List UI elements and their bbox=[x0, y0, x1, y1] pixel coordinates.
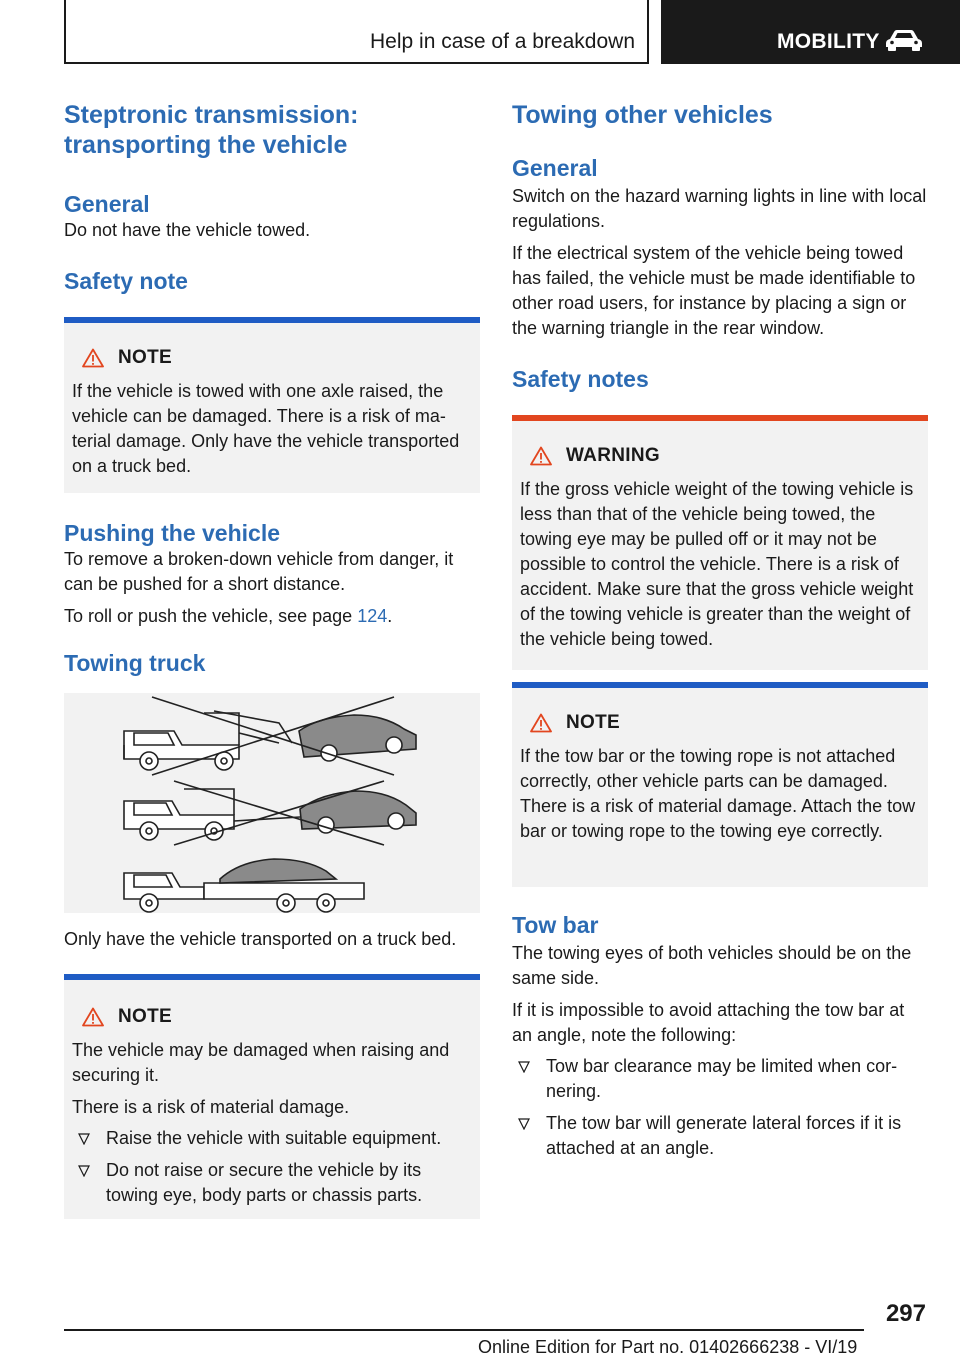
bullet-triangle-icon bbox=[518, 1061, 530, 1073]
page-link-124[interactable]: 124 bbox=[357, 606, 388, 626]
figure-caption: Only have the vehicle transported on a truck bed. bbox=[64, 929, 457, 949]
list-item: Tow bar clearance may be limited when cornering. bbox=[512, 1054, 928, 1104]
pushing-reference bbox=[64, 604, 480, 629]
tow-truck-lift-figure bbox=[124, 697, 416, 775]
left-general-text: Do not have the vehicle towed. bbox=[64, 220, 311, 240]
pushing-ref-suffix: . bbox=[387, 606, 393, 626]
warning-box bbox=[512, 415, 928, 670]
note-text-2: There is a risk of material damage. bbox=[72, 1097, 350, 1117]
note-label: NOTE bbox=[118, 347, 172, 368]
note-header bbox=[520, 710, 920, 736]
header-chapter-title: MOBILITY bbox=[777, 30, 880, 53]
towing-truck-illustration bbox=[64, 693, 480, 913]
bullet-triangle-icon bbox=[518, 1118, 530, 1130]
towbar-text-1: The towing eyes of both vehicles should be on the same side. bbox=[512, 943, 912, 988]
left-title: Steptronic transmission: transporting the vehicle bbox=[64, 101, 359, 159]
towbar-heading: Tow bar bbox=[512, 912, 599, 938]
bullet-triangle-icon bbox=[78, 1133, 90, 1145]
note-label: NOTE bbox=[118, 1006, 172, 1027]
bullet-triangle-icon bbox=[78, 1165, 90, 1177]
truck-diagram bbox=[64, 693, 480, 913]
footer-edition: Online Edition for Part no. 01402666238 - VI/19 bbox=[478, 1337, 858, 1357]
note-header bbox=[72, 1004, 472, 1030]
pushing-text: To remove a broken-down vehicle from danger, it can be pushed for a short distance. bbox=[64, 549, 454, 594]
note-text: If the tow bar or the towing rope is not attached correctly, other vehicle parts can be damaged. There is a risk of material damage. Attach the tow bar or towing rope to the towing eye correctly. bbox=[520, 746, 916, 841]
note-label: NOTE bbox=[566, 712, 620, 733]
left-safety-heading: Safety note bbox=[64, 268, 188, 294]
header-section-tab bbox=[64, 0, 649, 64]
right-column bbox=[512, 100, 928, 1168]
warning-triangle-icon bbox=[530, 713, 552, 733]
flatbed-truck-figure bbox=[124, 859, 364, 912]
right-general-text-2: If the electrical system of the vehicle being towed has failed, the vehicle must be made identifiable to other road users, for instance by placing a sign or the warning triangle in the rear window. bbox=[512, 243, 916, 338]
warning-triangle-icon bbox=[530, 446, 552, 466]
page-number: 297 bbox=[885, 1300, 926, 1327]
warning-text: If the gross vehicle weight of the towing vehicle is less than that of the vehicle being towed, the towing eye may be pulled off or it may not be possible to control the vehicle. There is a risk of accident. Make sure that the gross vehicle weight of the towing vehicle is greater than the weight of the vehicle being towed. bbox=[520, 479, 914, 649]
note-text-1: The vehicle may be damaged when raising and securing it. bbox=[72, 1040, 450, 1085]
note-box-towing bbox=[64, 317, 480, 493]
note-text: If the vehicle is towed with one axle raised, the vehicle can be damaged. There is a risk of material damage. Only have the vehicle transported on a truck bed. bbox=[72, 381, 460, 476]
note-box-towbar bbox=[512, 682, 928, 887]
pushing-heading: Pushing the vehicle bbox=[64, 520, 280, 546]
warning-triangle-icon bbox=[82, 1007, 104, 1027]
note-box-raising bbox=[64, 974, 480, 1219]
right-general-heading: General bbox=[512, 155, 598, 181]
towing-truck-heading: Towing truck bbox=[64, 650, 206, 676]
warning-header bbox=[520, 443, 920, 469]
towbar-bullet-list bbox=[512, 1054, 928, 1161]
list-item: Raise the vehicle with suitable equipment. bbox=[72, 1126, 472, 1151]
footer-divider bbox=[64, 1329, 864, 1331]
right-title: Towing other vehicles bbox=[512, 101, 773, 129]
list-item: Do not raise or secure the vehicle by its towing eye, body parts or chassis parts. bbox=[72, 1158, 472, 1208]
left-general-heading: General bbox=[64, 191, 150, 217]
towbar-text-2: If it is impossible to avoid attaching the tow bar at an angle, note the following: bbox=[512, 1000, 905, 1045]
warning-label: WARNING bbox=[566, 445, 660, 466]
left-column bbox=[64, 100, 480, 1219]
right-safety-heading: Safety notes bbox=[512, 366, 649, 392]
car-icon bbox=[884, 29, 924, 51]
pushing-ref-prefix: To roll or push the vehicle, see page bbox=[64, 606, 358, 626]
wheel-lift-truck-figure bbox=[124, 781, 416, 845]
note-bullet-list bbox=[72, 1126, 472, 1208]
list-item: The tow bar will generate lateral forces if it is attached at an angle. bbox=[512, 1111, 928, 1161]
note-header bbox=[72, 345, 472, 371]
warning-triangle-icon bbox=[82, 348, 104, 368]
header-section-title: Help in case of a breakdown bbox=[370, 30, 635, 53]
right-general-text-1: Switch on the hazard warning lights in line with local regulations. bbox=[512, 186, 927, 231]
